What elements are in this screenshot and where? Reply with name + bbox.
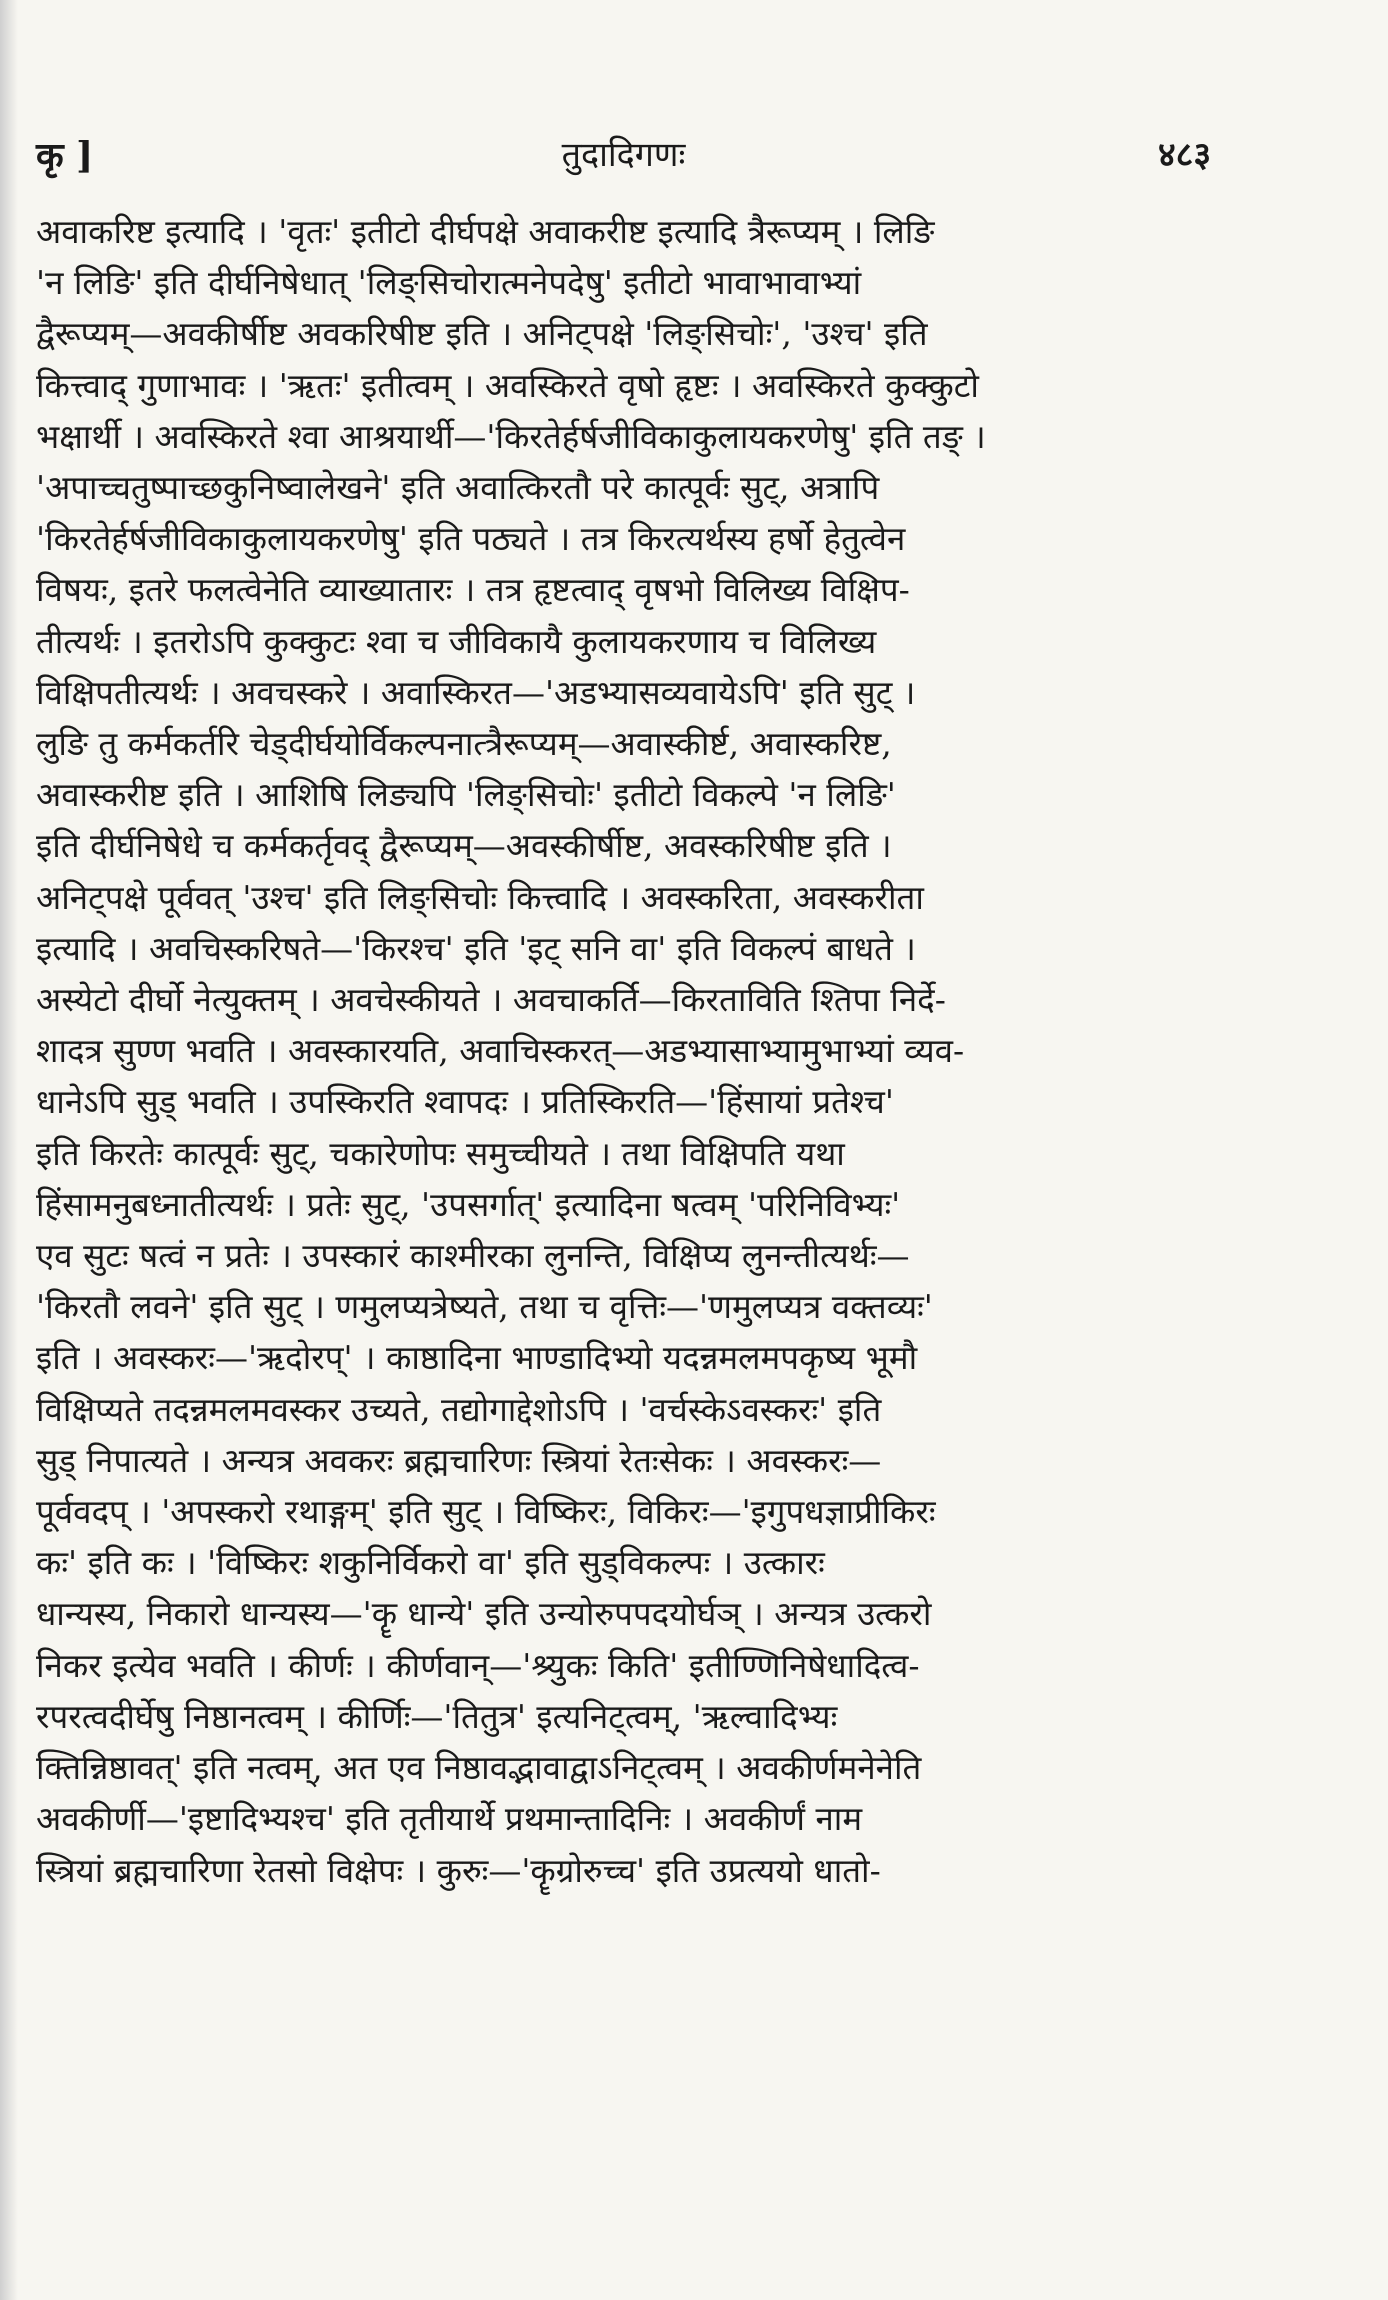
text-line: अवकीर्णी—'इष्टादिभ्यश्च' इति तृतीयार्थे प्रथमान्तादिनिः । अवकीर्णं नाम: [36, 1799, 863, 1839]
text-line: हिंसामनुबध्नातीत्यर्थः । प्रतेः सुट्, 'उपसर्गात्' इत्यादिना षत्वम् 'परिनिविभ्यः': [36, 1184, 901, 1224]
section-marker: कृ ]: [36, 135, 94, 177]
text-line: 'किरतौ लवने' इति सुट् । णमुलप्यत्रेष्यते, तथा च वृत्तिः—'णमुलप्यत्र वक्तव्यः': [36, 1287, 933, 1327]
text-line: अवाकरिष्ट इत्यादि । 'वृतः' इतीटो दीर्घपक्षे अवाकरीष्ट इत्यादि त्रैरूप्यम् । लिङि: [36, 212, 935, 251]
text-line: इत्यादि । अवचिस्करिषते—'किरश्च' इति 'इट् सनि वा' इति विकल्पं बाधते ।: [36, 928, 916, 968]
text-line: अस्येटो दीर्घो नेत्युक्तम् । अवचेस्कीयते । अवचाकर्ति—किरताविति श्तिपा निर्दे-: [36, 980, 946, 1020]
document-page: [36, 122, 1211, 1896]
text-line: इति । अवस्करः—'ऋदोरप्' । काष्ठादिना भाण्डादिभ्यो यदन्नमलमपकृष्य भूमौ: [36, 1338, 918, 1378]
text-line: एव सुटः षत्वं न प्रतेः । उपस्कारं काश्मीरका लुनन्ति, विक्षिप्य लुनन्तीत्यर्थः—: [36, 1236, 910, 1276]
text-line: कित्त्वाद् गुणाभावः । 'ऋतः' इतीत्वम् । अवस्किरते वृषो हृष्टः । अवस्किरते कुक्कुटो: [36, 365, 979, 405]
text-line: धानेऽपि सुड् भवति । उपस्किरति श्वापदः । प्रतिस्किरति—'हिंसायां प्रतेश्च': [36, 1082, 894, 1122]
chapter-title: तुदादिगणः: [561, 135, 686, 175]
text-line: विक्षिपतीत्यर्थः । अवचस्करे । अवास्किरत—'अडभ्यासव्यवायेऽपि' इति सुट् ।: [36, 672, 916, 712]
text-line: भक्षार्थी । अवस्किरते श्वा आश्रयार्थी—'किरतेर्हर्षजीविकाकुलायकरणेषु' इति तङ् ।: [36, 416, 986, 456]
text-line: इति दीर्घनिषेधे च कर्मकर्तृवद् द्वैरूप्यम्—अवस्कीर्षीष्ट, अवस्करिषीष्ट इति ।: [36, 826, 892, 866]
text-line: अवास्करीष्ट इति । आशिषि लिङ्यपि 'लिङ्सिचोः' इतीटो विकल्पे 'न लिङि': [36, 775, 896, 815]
text-line: 'किरतेर्हर्षजीविकाकुलायकरणेषु' इति पठ्यते । तत्र किरत्यर्थस्य हर्षो हेतुत्वेन: [36, 519, 906, 559]
text-line: क्तिन्निष्ठावत्' इति नत्वम्, अत एव निष्ठावद्भावाद्वाऽनिट्त्वम् । अवकीर्णमनेनेति: [36, 1748, 922, 1788]
page-number: ४८३: [1157, 135, 1211, 175]
text-line: 'न लिङि' इति दीर्घनिषेधात् 'लिङ्सिचोरात्मनेपदेषु' इतीटो भावाभावाभ्यां: [36, 263, 862, 303]
running-head: [36, 122, 1211, 200]
text-line: पूर्ववदप् । 'अपस्करो रथाङ्गम्' इति सुट् । विष्किरः, विकिरः—'इगुपधज्ञाप्रीकिरः: [36, 1492, 936, 1532]
text-line: तीत्यर्थः । इतरोऽपि कुक्कुटः श्वा च जीविकायै कुलायकरणाय च विलिख्य: [36, 621, 877, 661]
text-line: रपरत्वदीर्घेषु निष्ठानत्वम् । कीर्णिः—'तितुत्र' इत्यनिट्त्वम्, 'ऋल्वादिभ्यः: [36, 1696, 838, 1736]
text-line: विषयः, इतरे फलत्वेनेति व्याख्यातारः । तत्र हृष्टत्वाद् वृषभो विलिख्य विक्षिप-: [36, 570, 910, 610]
text-line: निकर इत्येव भवति । कीर्णः । कीर्णवान्—'श्र्युकः किति' इतीण्णिनिषेधादित्व-: [36, 1645, 920, 1685]
text-line: 'अपाच्चतुष्पाच्छकुनिष्वालेखने' इति अवात्किरतौ परे कात्पूर्वः सुट्, अत्रापि: [36, 468, 880, 508]
text-line: कः' इति कः । 'विष्किरः शकुनिर्विकरो वा' इति सुड्विकल्पः । उत्कारः: [36, 1543, 825, 1583]
text-line: सुड् निपात्यते । अन्यत्र अवकरः ब्रह्मचारिणः स्त्रियां रेतःसेकः । अवस्करः—: [36, 1440, 882, 1480]
text-line: अनिट्पक्षे पूर्ववत् 'उश्च' इति लिङ्सिचोः कित्त्वादि । अवस्करिता, अवस्करीता: [36, 877, 924, 917]
text-line: शादत्र सुण्ण भवति । अवस्कारयति, अवाचिस्करत्—अडभ्यासाभ्यामुभाभ्यां व्यव-: [36, 1031, 965, 1071]
text-line: विक्षिप्यते तदन्नमलमवस्कर उच्यते, तद्योगाद्देशोऽपि । 'वर्चस्केऽवस्करः' इति: [36, 1389, 882, 1429]
page-edge-shadow: [0, 0, 18, 2300]
text-line: धान्यस्य, निकारो धान्यस्य—'कॄ धान्ये' इति उन्योरुपपदयोर्घञ् । अन्यत्र उत्करो: [36, 1594, 932, 1634]
text-line: द्वैरूप्यम्—अवकीर्षीष्ट अवकरिषीष्ट इति । अनिट्पक्षे 'लिङ्सिचोः', 'उश्च' इति: [36, 314, 928, 354]
text-line: स्त्रियां ब्रह्मचारिणा रेतसो विक्षेपः । कुरुः—'कॄग्रोरुच्च' इति उप्रत्ययो धातो-: [36, 1850, 881, 1890]
body-text: [36, 206, 1211, 1896]
text-line: इति किरतेः कात्पूर्वः सुट्, चकारेणोपः समुच्चीयते । तथा विक्षिपति यथा: [36, 1133, 845, 1173]
text-line: लुङि तु कर्मकर्तरि चेड्दीर्घयोर्विकल्पनात्त्रैरूप्यम्—अवास्कीर्ष्ट, अवास्करिष्ट,: [36, 724, 892, 764]
